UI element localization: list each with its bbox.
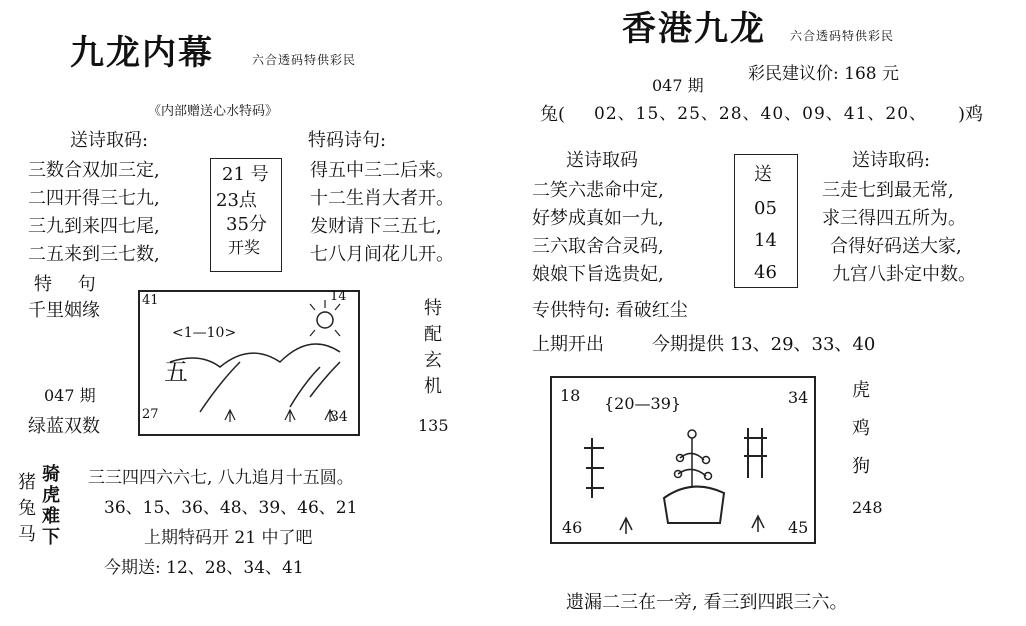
left-poem-header: 送诗取码: [70,130,149,151]
left-sketch-num-bl: 27 [142,407,159,422]
left-box-line: 23点 [216,190,257,211]
left-box-line: 35分 [226,214,267,235]
left-sketch-num-tl: 41 [142,293,159,308]
left-riddle-char: 虎 [42,485,60,506]
right-special: 专供特句: 看破红尘 [532,300,688,321]
right-issue: 047 期 [652,76,704,95]
left-animals [18,470,36,548]
left-num-135: 135 [418,416,449,435]
right-last-label: 上期开出 [532,334,604,355]
right-num-248: 248 [852,498,883,517]
right-zodiac-nums: 02、15、25、28、40、09、41、20、 [594,104,928,124]
left-sketch-range: <1—10> [172,325,237,341]
left-title: 九龙内幕 [70,33,214,73]
left-poem-line: 二四开得三七九, [28,188,160,209]
right-footer: 遗漏二三在一旁, 看三到四跟三六。 [566,592,848,613]
right-poem-right-line: 合得好码送大家, [830,236,962,257]
right-box-line: 05 [754,198,777,219]
left-vert-char: 机 [424,376,442,397]
right-box-line: 46 [754,262,777,283]
right-poem-left-line: 娘娘下旨选贵妃, [532,264,664,285]
right-poem-left-line: 好梦成真如一九, [532,208,664,229]
right-animals [852,372,870,486]
right-slogan: 六合透码特供彩民 [790,29,895,43]
left-poem-line: 三数合双加三定, [28,160,160,181]
right-sketch [550,376,816,544]
right-this-numbers: 今期提供 13、29、33、40 [652,334,876,355]
right-poem-header-left: 送诗取码 [566,150,638,171]
left-vert-char: 玄 [424,350,442,371]
right-poem-right-line: 求三得四五所为。 [822,208,966,229]
left-animal: 马 [18,524,36,545]
left-line2: 36、15、36、48、39、46、21 [104,498,358,518]
right-zodiac-prefix: 兔( [540,104,566,125]
left-issue-hint: 绿蓝双数 [28,416,100,437]
right-sketch-num-tr: 34 [788,388,809,407]
left-code-poem-header: 特码诗句: [308,130,387,151]
left-poem-line: 二五来到三七数, [28,244,160,265]
right-box-line: 14 [754,230,777,251]
left-box-line: 开奖 [228,238,261,257]
right-animal: 虎 [852,380,870,401]
right-poem-header-right: 送诗取码: [852,150,931,171]
left-line1: 三三四四六六七, 八九追月十五圆。 [88,468,354,488]
left-animal: 猪 [18,472,36,493]
left-sketch-char: 五 [164,358,188,386]
right-animal: 鸡 [852,418,870,439]
left-code-poem-line: 七八月间花儿开。 [310,244,454,265]
left-subtitle: 《内部赠送心水特码》 [148,104,279,119]
left-riddle-char: 骑 [42,464,60,485]
left-sketch-num-br: 34 [330,409,348,425]
left-special-text: 千里姻缘 [28,300,100,321]
left-vert-char: 特 [424,298,442,319]
right-sketch-num-br: 45 [788,518,809,537]
left-riddle-char: 难 [42,506,60,527]
left-code-poem-line: 发财请下三五七, [310,216,442,237]
right-animal: 狗 [852,456,870,477]
left-riddle-char: 下 [42,527,60,548]
left-slogan: 六合透码特供彩民 [252,53,357,67]
left-line3: 上期特码开 21 中了吧 [144,528,313,548]
right-poem-right-line: 九宫八卦定中数。 [832,264,976,285]
left-special-label: 特 句 [34,274,106,295]
left-vert-char: 配 [424,324,442,345]
right-sketch-num-tl: 18 [560,386,581,405]
left-line4: 今期送: 12、28、34、41 [104,558,304,578]
left-poem-line: 三九到来四七尾, [28,216,160,237]
left-riddle [42,464,60,548]
right-sketch-num-bl: 46 [562,518,583,537]
left-vertical-label [424,296,442,400]
right-title: 香港九龙 [622,9,766,49]
left-code-poem-line: 得五中三二后来。 [310,160,454,181]
left-code-poem-line: 十二生肖大者开。 [310,188,454,209]
right-sketch-range: {20—39} [604,394,682,413]
left-box-line: 21 号 [222,164,269,185]
right-sketch-drawing [552,378,814,542]
right-poem-left-line: 三六取舍合灵码, [532,236,664,257]
right-poem-right-line: 三走七到最无常, [822,180,954,201]
right-poem-left-line: 二笑六悲命中定, [532,180,664,201]
left-animal: 兔 [18,498,36,519]
left-issue: 047 期 [44,386,96,405]
left-sketch-num-tr: 14 [330,289,347,304]
right-box-line: 送 [754,164,772,185]
right-zodiac-suffix: )鸡 [958,104,984,125]
right-price: 彩民建议价: 168 元 [748,64,899,84]
